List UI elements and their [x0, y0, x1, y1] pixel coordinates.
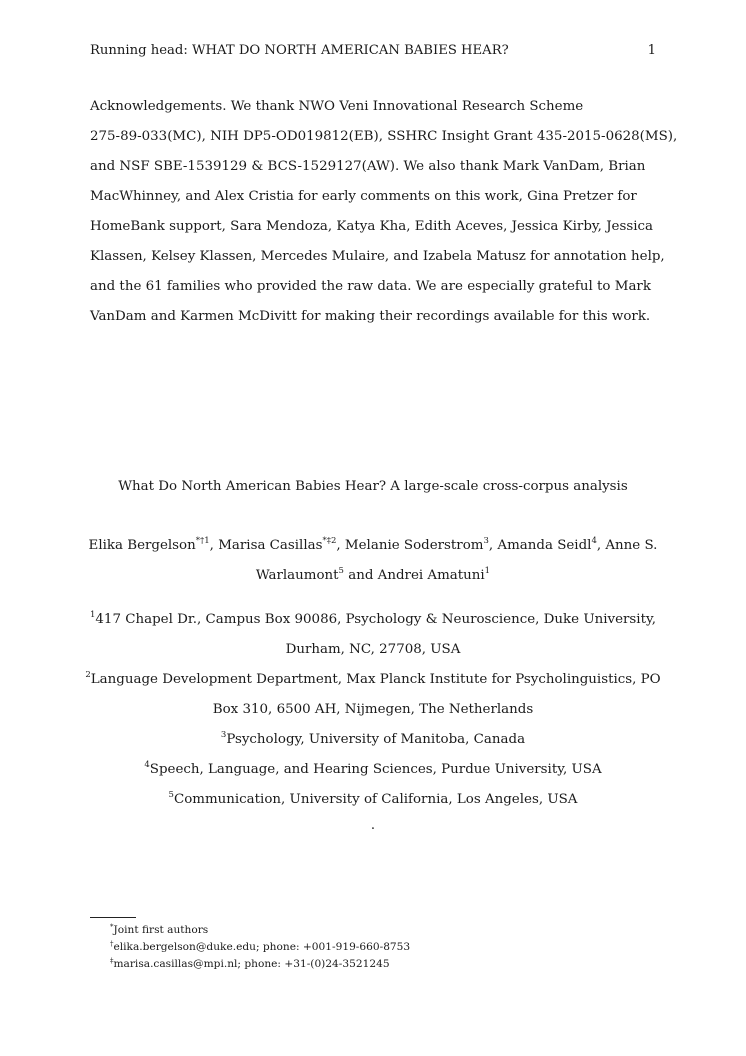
- author-name: Anne S. Warlaumont: [255, 538, 658, 583]
- footnote: [110, 922, 650, 939]
- trailing-dot: .: [370, 818, 376, 833]
- ack-line: Klassen, Kelsey Klassen, Mercedes Mulaire, and Izabela Matusz for annotation help,: [90, 249, 665, 264]
- author-list: [80, 531, 666, 591]
- affiliation: [80, 755, 666, 785]
- footnote-text: Joint first authors: [113, 924, 209, 936]
- paper-title: What Do North American Babies Hear? A large-scale cross-corpus analysis: [118, 479, 628, 494]
- affiliation-number: 5: [168, 790, 174, 800]
- author-separator: ,: [209, 538, 219, 553]
- acknowledgements: [90, 92, 678, 332]
- affiliation-list: [80, 605, 666, 815]
- author-marks: *‡2: [322, 536, 337, 546]
- running-head: [90, 43, 656, 58]
- author-marks: 1: [484, 566, 491, 576]
- author-name: Amanda Seidl: [497, 538, 592, 553]
- footnote: [110, 939, 650, 956]
- author-separator: ,: [488, 538, 498, 553]
- affiliation-text: Language Development Department, Max Planck Institute for Psycholinguistics, PO Box 310, 6500 AH, Nijmegen, The Netherlands: [90, 672, 661, 717]
- ack-line: MacWhinney, and Alex Cristia for early comments on this work, Gina Pretzer for: [90, 189, 637, 204]
- affiliation-number: 1: [89, 610, 96, 620]
- footnote-mark: *: [110, 923, 114, 931]
- ack-line: Acknowledgements. We thank NWO Veni Innovational Research Scheme: [90, 99, 584, 114]
- footnote: [110, 956, 650, 973]
- ack-line: and the 61 families who provided the raw data. We are especially grateful to Mark: [90, 279, 651, 294]
- author-name: Melanie Soderstrom: [344, 538, 484, 553]
- affiliation-text: 417 Chapel Dr., Campus Box 90086, Psychology & Neuroscience, Duke University, Durham, NC, 27708, USA: [95, 612, 656, 657]
- affiliation-number: 2: [85, 670, 91, 680]
- affiliation: [80, 785, 666, 815]
- ack-line: VanDam and Karmen McDivitt for making their recordings available for this work.: [90, 309, 651, 324]
- affiliation: [80, 665, 666, 725]
- affiliation: [80, 605, 666, 665]
- footnote-text: marisa.casillas@mpi.nl; phone: +31-(0)24-3521245: [113, 958, 390, 970]
- footnote-mark: ‡: [110, 957, 114, 965]
- ack-line: and NSF SBE-1539129 & BCS-1529127(AW). We also thank Mark VanDam, Brian: [90, 159, 646, 174]
- ack-line: 275-89-033(MC), NIH DP5-OD019812(EB), SSHRC Insight Grant 435-2015-0628(MS),: [90, 129, 678, 144]
- author-name: Elika Bergelson: [88, 538, 196, 553]
- affiliation-number: 4: [144, 760, 150, 770]
- affiliation-text: Speech, Language, and Hearing Sciences, Purdue University, USA: [149, 762, 602, 777]
- author-marks: 3: [483, 536, 489, 546]
- author-marks: 4: [591, 536, 597, 546]
- ack-line: HomeBank support, Sara Mendoza, Katya Kha, Edith Aceves, Jessica Kirby, Jessica: [90, 219, 653, 234]
- page-number: 1: [647, 43, 656, 58]
- author-name: Marisa Casillas: [218, 538, 323, 553]
- author-separator: and: [343, 568, 378, 583]
- affiliation-text: Communication, University of California, Los Angeles, USA: [173, 792, 578, 807]
- footnotes: [110, 922, 650, 973]
- affiliation: [80, 725, 666, 755]
- running-head-text: Running head: WHAT DO NORTH AMERICAN BABIES HEAR?: [90, 43, 509, 58]
- author-marks: *†1: [195, 536, 210, 546]
- affiliation-text: Psychology, University of Manitoba, Canada: [226, 732, 526, 747]
- author-marks: 5: [338, 566, 344, 576]
- author-name: Andrei Amatuni: [377, 568, 485, 583]
- footnote-rule: [90, 917, 136, 918]
- author-separator: ,: [336, 538, 345, 553]
- author-separator: ,: [596, 538, 606, 553]
- affiliation-number: 3: [220, 730, 227, 740]
- footnote-mark: †: [110, 940, 114, 948]
- footnote-text: elika.bergelson@duke.edu; phone: +001-919-660-8753: [113, 941, 411, 953]
